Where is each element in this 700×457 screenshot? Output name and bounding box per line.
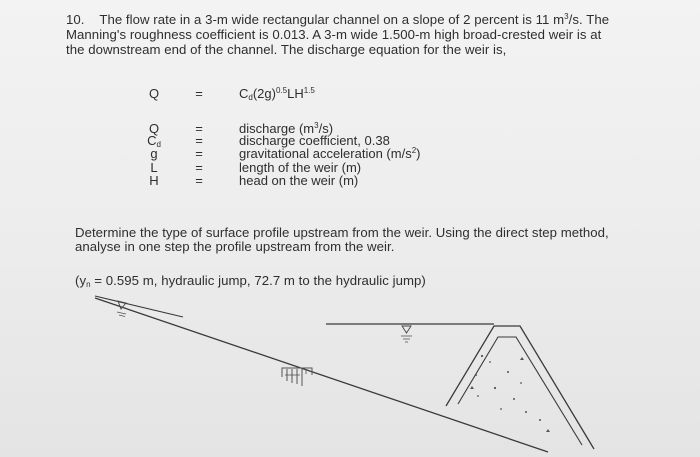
- problem-line-1-unit-sup: 3: [564, 12, 569, 21]
- def-desc-g-text: gravitational acceleration (m/s: [239, 146, 412, 161]
- channel-bed-line: [95, 298, 548, 452]
- def-symbol-cd-main: C: [147, 133, 157, 148]
- eq-equals-sign: =: [195, 86, 203, 101]
- def-desc-cd: discharge coefficient, 0.38: [239, 133, 390, 148]
- def-desc-q-sup: 3: [314, 121, 319, 130]
- def-symbol-h: H: [149, 173, 159, 188]
- task-line-1: Determine the type of surface profile upstream from the weir. Using the direct step method,: [75, 225, 609, 240]
- eq-rhs-h-exp: 1.5: [303, 86, 315, 95]
- problem-line-1-end: The: [582, 12, 610, 27]
- problem-line-3: the downstream end of the channel. The discharge equation for the weir is,: [66, 42, 507, 57]
- def-desc-q-tail: /s): [318, 121, 334, 136]
- def-symbol-g: g: [150, 146, 158, 161]
- def-equals-1: =: [195, 133, 203, 148]
- task-line-2: analyse in one step the profile upstream from the weir.: [75, 239, 395, 254]
- answer-sub: n: [86, 280, 91, 289]
- problem-number: 10.: [66, 12, 85, 27]
- def-symbol-cd-sub: d: [156, 140, 161, 149]
- def-desc-l: length of the weir (m): [239, 160, 362, 175]
- broad-crested-weir: [446, 326, 594, 449]
- upstream-water-surface: [95, 296, 183, 317]
- answer-open: (y: [75, 273, 87, 288]
- eq-rhs-2g: (2g): [252, 86, 276, 101]
- def-symbol-l: L: [150, 160, 158, 175]
- def-equals-4: =: [195, 173, 203, 188]
- problem-line-2: Manning's roughness coefficient is 0.013. A 3-m wide 1.500-m high broad-crested weir is at: [66, 27, 602, 42]
- def-desc-g-sup: 2: [411, 146, 417, 155]
- eq-lhs-symbol: Q: [148, 86, 160, 101]
- def-equals-2: =: [195, 146, 203, 161]
- def-desc-h: head on the weir (m): [239, 173, 359, 188]
- def-equals-3: =: [195, 160, 203, 175]
- problem-line-1-unit-tail: /s.: [568, 12, 583, 27]
- eq-rhs-cd: C: [239, 86, 249, 101]
- eq-rhs-2g-exp: 0.5: [275, 86, 288, 95]
- def-desc-q-text: discharge (m: [239, 121, 315, 136]
- problem-line-1-unit: m: [553, 12, 565, 27]
- def-desc-g-tail: ): [416, 146, 421, 161]
- eq-rhs-lh: LH: [287, 86, 304, 101]
- def-symbol-q: Q: [148, 121, 160, 136]
- problem-line-1-text: The flow rate in a 3-m wide rectangular channel on a slope of 2 percent is 11: [99, 12, 550, 27]
- def-equals-0: =: [195, 121, 203, 136]
- answer-text: = 0.595 m, hydraulic jump, 72.7 m to the hydraulic jump): [90, 273, 426, 288]
- eq-rhs-cd-sub: d: [248, 93, 253, 102]
- water-level-icon-downstream: [401, 326, 412, 342]
